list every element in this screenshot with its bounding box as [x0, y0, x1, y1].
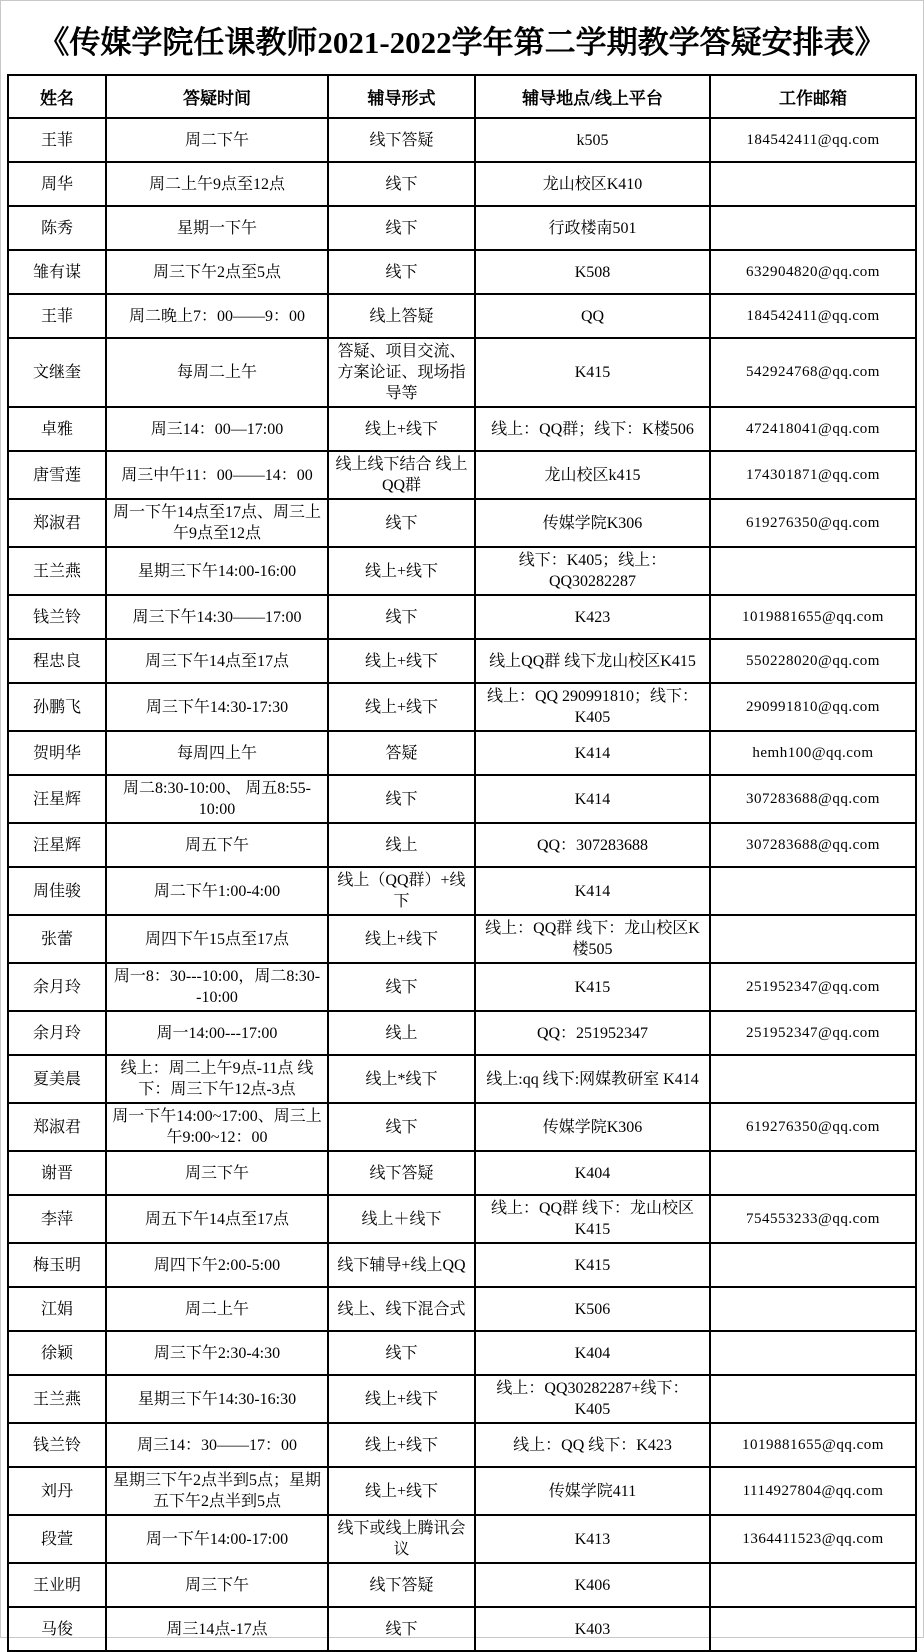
- cell-email: [710, 1375, 916, 1423]
- cell-location: 传媒学院K306: [475, 499, 710, 547]
- table-row: [8, 915, 916, 963]
- cell-email: 619276350@qq.com: [710, 499, 916, 547]
- cell-time: 星期三下午2点半到5点；星期五下午2点半到5点: [106, 1467, 328, 1515]
- cell-name: 钱兰铃: [8, 1423, 106, 1467]
- table-row: [8, 595, 916, 639]
- table-row: [8, 451, 916, 499]
- cell-location: 线上：QQ群 线下：龙山校区K楼505: [475, 915, 710, 963]
- column-header-form: 辅导形式: [328, 75, 475, 118]
- table-row: [8, 1375, 916, 1423]
- cell-location: QQ：307283688: [475, 823, 710, 867]
- cell-email: 184542411@qq.com: [710, 294, 916, 338]
- cell-form: 线上答疑: [328, 294, 475, 338]
- cell-time: 周三中午11：00——14：00: [106, 451, 328, 499]
- cell-name: 汪星辉: [8, 823, 106, 867]
- table-row: [8, 1195, 916, 1243]
- table-row: [8, 1151, 916, 1195]
- cell-email: 290991810@qq.com: [710, 683, 916, 731]
- cell-email: [710, 1055, 916, 1103]
- cell-location: K414: [475, 731, 710, 775]
- cell-email: [710, 1563, 916, 1607]
- cell-location: QQ: [475, 294, 710, 338]
- cell-name: 郑淑君: [8, 499, 106, 547]
- table-row: [8, 1423, 916, 1467]
- cell-form: 线下或线上腾讯会议: [328, 1515, 475, 1563]
- cell-time: 周二上午: [106, 1287, 328, 1331]
- table-row: [8, 162, 916, 206]
- cell-time: 周二8:30-10:00、 周五8:55-10:00: [106, 775, 328, 823]
- table-row: [8, 639, 916, 683]
- cell-time: 星期三下午14:30-16:30: [106, 1375, 328, 1423]
- table-body: [8, 118, 916, 1651]
- cell-location: 龙山校区K410: [475, 162, 710, 206]
- cell-form: 答疑: [328, 731, 475, 775]
- cell-location: K415: [475, 1243, 710, 1287]
- cell-name: 汪星辉: [8, 775, 106, 823]
- cell-name: 王菲: [8, 118, 106, 162]
- cell-location: 线上：QQ30282287+线下：K405: [475, 1375, 710, 1423]
- cell-email: hemh100@qq.com: [710, 731, 916, 775]
- table-row: [8, 206, 916, 250]
- cell-time: 周二下午1:00-4:00: [106, 867, 328, 915]
- cell-location: K415: [475, 338, 710, 407]
- cell-time: 周一下午14:00~17:00、周三上午9:00~12：00: [106, 1103, 328, 1151]
- cell-name: 钱兰铃: [8, 595, 106, 639]
- cell-location: 线上QQ群 线下龙山校区K415: [475, 639, 710, 683]
- cell-location: K508: [475, 250, 710, 294]
- cell-form: 线下辅导+线上QQ: [328, 1243, 475, 1287]
- cell-form: 线下: [328, 1331, 475, 1375]
- cell-name: 孙鹏飞: [8, 683, 106, 731]
- cell-form: 线下: [328, 963, 475, 1011]
- cell-name: 夏美晨: [8, 1055, 106, 1103]
- cell-time: 周三下午14:30——17:00: [106, 595, 328, 639]
- cell-email: 307283688@qq.com: [710, 775, 916, 823]
- cell-time: 周三14：30——17：00: [106, 1423, 328, 1467]
- cell-email: 550228020@qq.com: [710, 639, 916, 683]
- cell-location: K415: [475, 963, 710, 1011]
- cell-location: QQ：251952347: [475, 1011, 710, 1055]
- qa-schedule-table: [7, 74, 917, 1652]
- table-row: [8, 118, 916, 162]
- cell-location: K404: [475, 1331, 710, 1375]
- table-row: [8, 1607, 916, 1651]
- cell-time: 星期一下午: [106, 206, 328, 250]
- cell-form: 线上+线下: [328, 407, 475, 451]
- cell-name: 程忠良: [8, 639, 106, 683]
- cell-form: 线上线下结合 线上QQ群: [328, 451, 475, 499]
- table-row: [8, 963, 916, 1011]
- cell-name: 王兰燕: [8, 1375, 106, 1423]
- table-row: [8, 1103, 916, 1151]
- cell-form: 线下: [328, 162, 475, 206]
- table-row: [8, 1467, 916, 1515]
- cell-email: [710, 547, 916, 595]
- cell-name: 段萱: [8, 1515, 106, 1563]
- table-row: [8, 338, 916, 407]
- table-row: [8, 867, 916, 915]
- cell-email: [710, 915, 916, 963]
- cell-time: 每周四上午: [106, 731, 328, 775]
- cell-form: 答疑、项目交流、方案论证、现场指导等: [328, 338, 475, 407]
- cell-time: 周二下午: [106, 118, 328, 162]
- cell-time: 周一下午14点至17点、周三上午9点至12点: [106, 499, 328, 547]
- cell-location: 行政楼南501: [475, 206, 710, 250]
- column-header-location: 辅导地点/线上平台: [475, 75, 710, 118]
- table-row: [8, 1011, 916, 1055]
- table-row: [8, 407, 916, 451]
- table-row: [8, 1331, 916, 1375]
- cell-form: 线下答疑: [328, 118, 475, 162]
- cell-time: 星期三下午14:00-16:00: [106, 547, 328, 595]
- cell-email: 1019881655@qq.com: [710, 1423, 916, 1467]
- cell-location: K414: [475, 775, 710, 823]
- cell-time: 周五下午: [106, 823, 328, 867]
- cell-email: 1364411523@qq.com: [710, 1515, 916, 1563]
- cell-form: 线下答疑: [328, 1563, 475, 1607]
- cell-time: 周三下午2:30-4:30: [106, 1331, 328, 1375]
- table-row: [8, 499, 916, 547]
- cell-name: 徐颖: [8, 1331, 106, 1375]
- cell-email: 1114927804@qq.com: [710, 1467, 916, 1515]
- column-header-name: 姓名: [8, 75, 106, 118]
- cell-time: 周五下午14点至17点: [106, 1195, 328, 1243]
- cell-name: 卓雅: [8, 407, 106, 451]
- cell-email: 542924768@qq.com: [710, 338, 916, 407]
- cell-time: 周四下午2:00-5:00: [106, 1243, 328, 1287]
- cell-form: 线下: [328, 499, 475, 547]
- column-header-time: 答疑时间: [106, 75, 328, 118]
- cell-time: 周一8：30---10:00，周二8:30--10:00: [106, 963, 328, 1011]
- column-header-email: 工作邮箱: [710, 75, 916, 118]
- cell-time: 周一14:00---17:00: [106, 1011, 328, 1055]
- cell-name: 梅玉明: [8, 1243, 106, 1287]
- cell-email: [710, 1243, 916, 1287]
- cell-form: 线上+线下: [328, 915, 475, 963]
- cell-form: 线上+线下: [328, 1423, 475, 1467]
- table-row: [8, 547, 916, 595]
- cell-form: 线下: [328, 250, 475, 294]
- page-title: 《传媒学院任课教师2021-2022学年第二学期教学答疑安排表》: [38, 25, 886, 60]
- cell-time: 周二晚上7：00——9：00: [106, 294, 328, 338]
- cell-time: 周三下午: [106, 1563, 328, 1607]
- cell-location: K506: [475, 1287, 710, 1331]
- cell-email: 632904820@qq.com: [710, 250, 916, 294]
- cell-time: 周三14：00—17:00: [106, 407, 328, 451]
- cell-email: 251952347@qq.com: [710, 1011, 916, 1055]
- cell-time: 线上：周二上午9点-11点 线下：周三下午12点-3点: [106, 1055, 328, 1103]
- cell-time: 周四下午15点至17点: [106, 915, 328, 963]
- cell-location: K403: [475, 1607, 710, 1651]
- table-row: [8, 250, 916, 294]
- cell-form: 线下: [328, 595, 475, 639]
- cell-name: 王菲: [8, 294, 106, 338]
- cell-location: 传媒学院K306: [475, 1103, 710, 1151]
- table-row: [8, 294, 916, 338]
- cell-name: 李萍: [8, 1195, 106, 1243]
- cell-form: 线下: [328, 775, 475, 823]
- table-row: [8, 1243, 916, 1287]
- cell-form: 线上+线下: [328, 1467, 475, 1515]
- cell-email: 619276350@qq.com: [710, 1103, 916, 1151]
- cell-email: 174301871@qq.com: [710, 451, 916, 499]
- cell-name: 王兰燕: [8, 547, 106, 595]
- table-row: [8, 775, 916, 823]
- cell-time: 周一下午14:00-17:00: [106, 1515, 328, 1563]
- cell-form: 线下: [328, 1607, 475, 1651]
- cell-location: K404: [475, 1151, 710, 1195]
- cell-location: 线上：QQ 290991810；线下：K405: [475, 683, 710, 731]
- cell-location: K406: [475, 1563, 710, 1607]
- cell-time: 周三下午: [106, 1151, 328, 1195]
- cell-form: 线上*线下: [328, 1055, 475, 1103]
- table-row: [8, 1055, 916, 1103]
- cell-email: [710, 867, 916, 915]
- cell-name: 周佳骏: [8, 867, 106, 915]
- cell-name: 雏有谋: [8, 250, 106, 294]
- cell-form: 线上+线下: [328, 547, 475, 595]
- cell-form: 线上、线下混合式: [328, 1287, 475, 1331]
- cell-time: 周三14点-17点: [106, 1607, 328, 1651]
- cell-location: 线上：QQ群 线下：龙山校区K415: [475, 1195, 710, 1243]
- table-row: [8, 823, 916, 867]
- cell-name: 贺明华: [8, 731, 106, 775]
- cell-form: 线下: [328, 206, 475, 250]
- cell-name: 王业明: [8, 1563, 106, 1607]
- cell-email: 754553233@qq.com: [710, 1195, 916, 1243]
- cell-name: 唐雪莲: [8, 451, 106, 499]
- cell-time: 每周二上午: [106, 338, 328, 407]
- cell-name: 陈秀: [8, 206, 106, 250]
- cell-name: 余月玲: [8, 963, 106, 1011]
- cell-time: 周三下午14点至17点: [106, 639, 328, 683]
- cell-location: 线上：QQ群；线下：K楼506: [475, 407, 710, 451]
- cell-location: 龙山校区k415: [475, 451, 710, 499]
- cell-email: 1019881655@qq.com: [710, 595, 916, 639]
- cell-form: 线上+线下: [328, 683, 475, 731]
- cell-form: 线上＋线下: [328, 1195, 475, 1243]
- cell-email: 472418041@qq.com: [710, 407, 916, 451]
- cell-form: 线下答疑: [328, 1151, 475, 1195]
- cell-form: 线下: [328, 1103, 475, 1151]
- cell-email: [710, 1607, 916, 1651]
- cell-email: [710, 1331, 916, 1375]
- table-row: [8, 1287, 916, 1331]
- table-row: [8, 1515, 916, 1563]
- cell-location: 线上：QQ 线下：K423: [475, 1423, 710, 1467]
- cell-email: 307283688@qq.com: [710, 823, 916, 867]
- cell-email: 184542411@qq.com: [710, 118, 916, 162]
- cell-email: [710, 1151, 916, 1195]
- cell-time: 周三下午14:30-17:30: [106, 683, 328, 731]
- cell-location: K423: [475, 595, 710, 639]
- cell-location: K414: [475, 867, 710, 915]
- cell-name: 江娟: [8, 1287, 106, 1331]
- cell-name: 马俊: [8, 1607, 106, 1651]
- cell-name: 周华: [8, 162, 106, 206]
- cell-email: [710, 206, 916, 250]
- table-row: [8, 1563, 916, 1607]
- cell-name: 文继奎: [8, 338, 106, 407]
- table-row: [8, 683, 916, 731]
- cell-location: 传媒学院411: [475, 1467, 710, 1515]
- cell-name: 刘丹: [8, 1467, 106, 1515]
- cell-time: 周三下午2点至5点: [106, 250, 328, 294]
- cell-location: 线上:qq 线下:网媒教研室 K414: [475, 1055, 710, 1103]
- cell-name: 张蕾: [8, 915, 106, 963]
- cell-form: 线上+线下: [328, 1375, 475, 1423]
- cell-location: K413: [475, 1515, 710, 1563]
- cell-email: 251952347@qq.com: [710, 963, 916, 1011]
- cell-form: 线上+线下: [328, 639, 475, 683]
- cell-time: 周二上午9点至12点: [106, 162, 328, 206]
- cell-form: 线上: [328, 823, 475, 867]
- cell-form: 线上: [328, 1011, 475, 1055]
- cell-location: 线下：K405；线上：QQ30282287: [475, 547, 710, 595]
- table-row: [8, 731, 916, 775]
- cell-location: k505: [475, 118, 710, 162]
- cell-form: 线上（QQ群）+线下: [328, 867, 475, 915]
- cell-name: 谢晋: [8, 1151, 106, 1195]
- cell-email: [710, 162, 916, 206]
- cell-name: 余月玲: [8, 1011, 106, 1055]
- table-header-row: [8, 75, 916, 118]
- cell-name: 郑淑君: [8, 1103, 106, 1151]
- cell-email: [710, 1287, 916, 1331]
